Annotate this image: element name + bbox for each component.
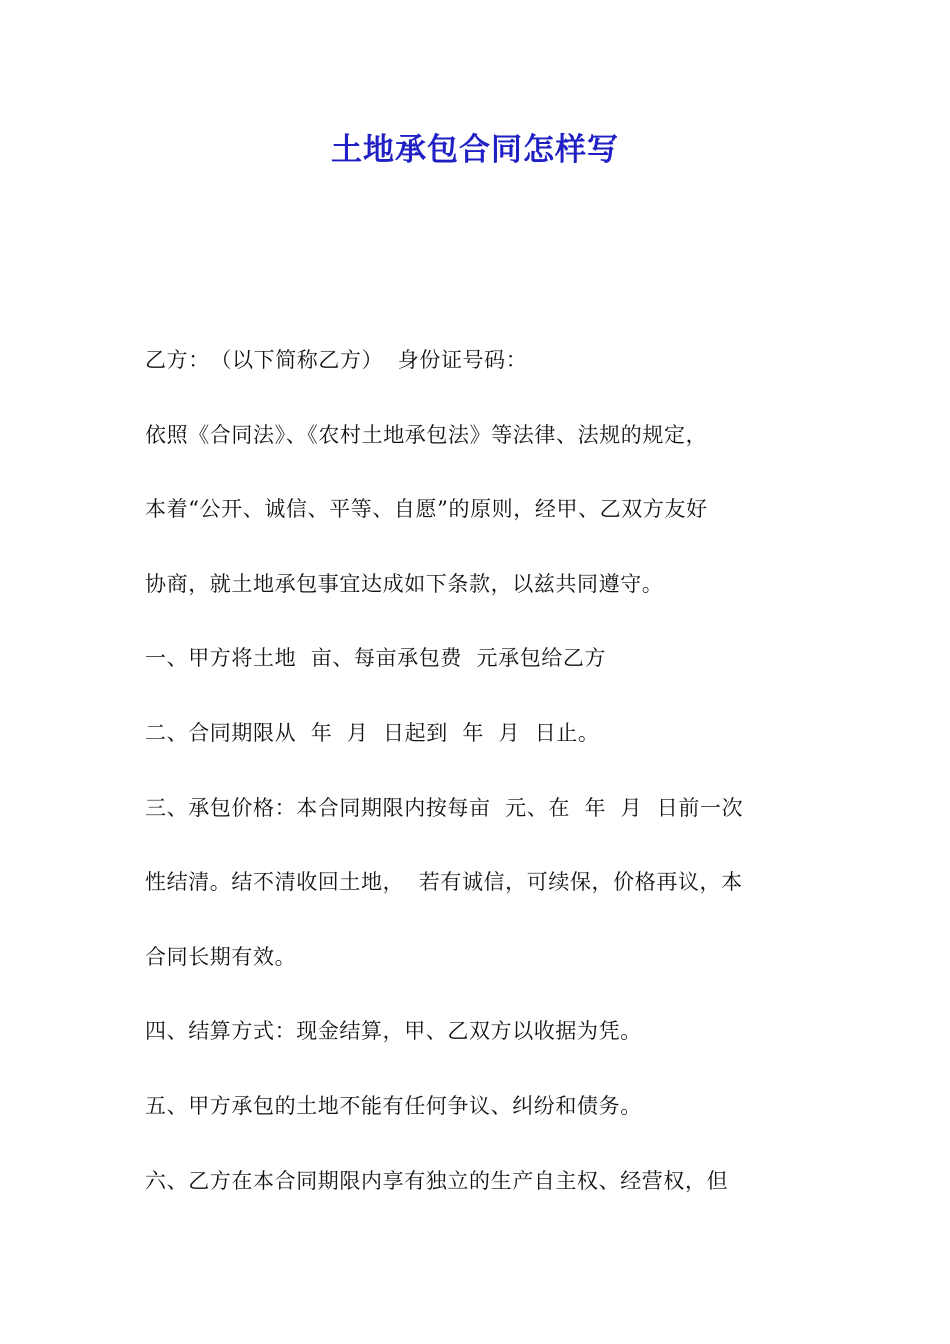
clause-4: 四、结算方式：现金结算，甲、乙双方以收据为凭。	[145, 1019, 642, 1044]
document-title: 土地承包合同怎样写	[331, 132, 619, 168]
clause-1: 一、甲方将土地 亩、每亩承包费 元承包给乙方	[145, 646, 607, 671]
text-line-party-b: 乙方： （以下简称乙方） 身份证号码：	[145, 348, 528, 372]
text-line: 本着“公开、诚信、平等、自愿”的原则，经甲、乙双方友好	[145, 497, 708, 522]
clause-3-continued: 合同长期有效。	[145, 944, 297, 969]
clause-2: 二、合同期限从 年 月 日起到 年 月 日止。	[145, 720, 600, 745]
text-line: 协商，就土地承包事宜达成如下条款，以兹共同遵守。	[145, 571, 664, 596]
text-line: 依照《合同法》、《农村土地承包法》等法律、法规的规定，	[145, 422, 708, 447]
clause-3: 三、承包价格：本合同期限内按每亩 元、在 年 月 日前一次	[145, 795, 744, 820]
contract-body	[145, 340, 815, 1235]
clause-5: 五、甲方承包的土地不能有任何争议、纠纷和债务。	[145, 1093, 642, 1118]
clause-6: 六、乙方在本合同期限内享有独立的生产自主权、经营权，但	[145, 1168, 729, 1193]
clause-3-continued: 性结清。结不清收回土地， 若有诚信，可续保，价格再议，本	[145, 870, 743, 895]
